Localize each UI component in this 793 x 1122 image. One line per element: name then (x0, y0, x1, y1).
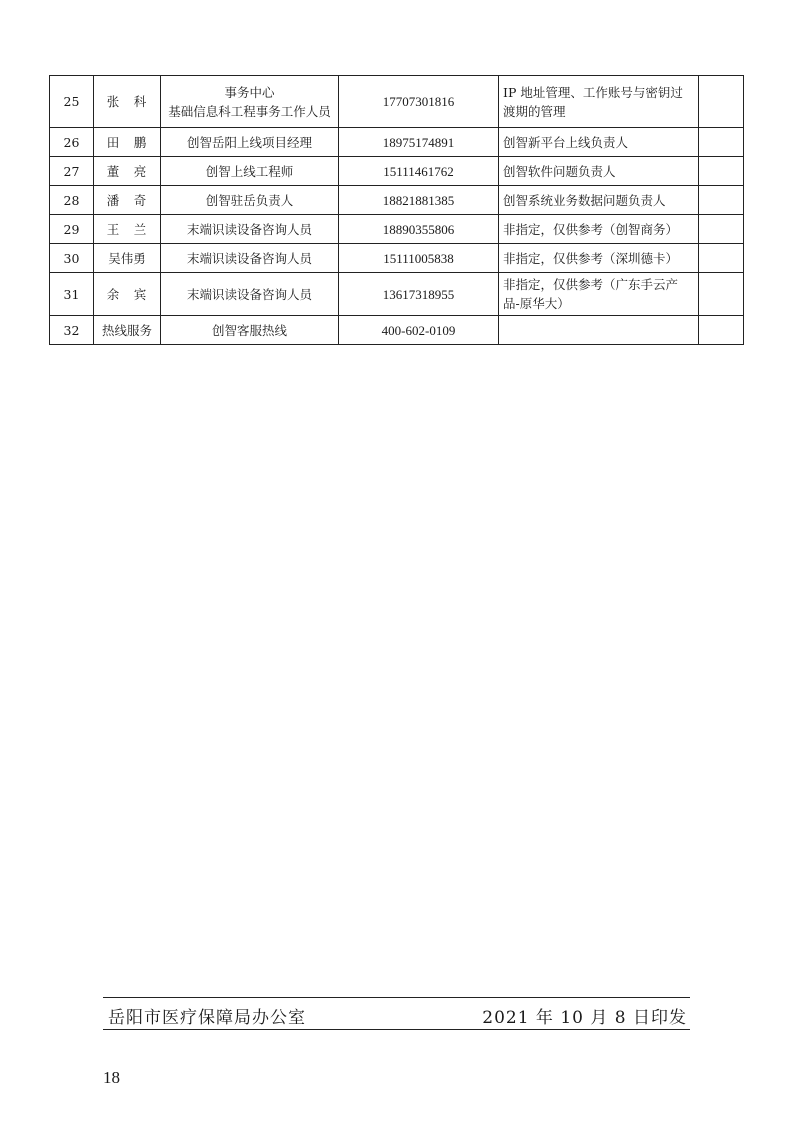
person-name: 余 宾 (94, 273, 161, 316)
person-role (161, 157, 339, 186)
phone-number: 18890355806 (339, 215, 499, 244)
person-role (161, 316, 339, 345)
role-line: 事务中心 (224, 84, 275, 100)
role-line: 创智上线工程师 (205, 163, 294, 179)
phone-number: 15111461762 (339, 157, 499, 186)
remarks-cell (699, 186, 744, 215)
role-line: 创智驻岳负责人 (205, 192, 294, 208)
footer-divider-top (103, 997, 690, 998)
remarks-cell (699, 157, 744, 186)
responsibility-note: 创智系统业务数据问题负责人 (499, 186, 699, 215)
row-number: 30 (50, 244, 94, 273)
remarks-cell (699, 215, 744, 244)
responsibility-note: 创智软件问题负责人 (499, 157, 699, 186)
person-name: 张 科 (94, 76, 161, 128)
role-line: 创智岳阳上线项目经理 (186, 134, 312, 150)
row-number: 32 (50, 316, 94, 345)
responsibility-note (499, 316, 699, 345)
person-role (161, 76, 339, 128)
role-line: 创智客服热线 (211, 322, 287, 338)
issuing-office: 岳阳市医疗保障局办公室 (108, 1008, 306, 1028)
person-name: 董 亮 (94, 157, 161, 186)
table-row (50, 273, 744, 316)
person-role (161, 128, 339, 157)
person-role (161, 215, 339, 244)
phone-number: 15111005838 (339, 244, 499, 273)
phone-number: 18975174891 (339, 128, 499, 157)
responsibility-note: 非指定，仅供参考（广东手云产品-原华大） (499, 273, 699, 316)
role-line: 末端识读设备咨询人员 (186, 221, 312, 237)
person-name: 吴伟勇 (94, 244, 161, 273)
table-row (50, 128, 744, 157)
row-number: 25 (50, 76, 94, 128)
remarks-cell (699, 76, 744, 128)
row-number: 27 (50, 157, 94, 186)
person-name: 潘 奇 (94, 186, 161, 215)
responsibility-note: 非指定，仅供参考（深圳德卡） (499, 244, 699, 273)
table-row (50, 215, 744, 244)
person-role (161, 273, 339, 316)
remarks-cell (699, 244, 744, 273)
issue-date: 2021 年 10 月 8 日印发 (482, 1008, 687, 1028)
responsibility-note: 非指定，仅供参考（创智商务） (499, 215, 699, 244)
row-number: 26 (50, 128, 94, 157)
remarks-cell (699, 128, 744, 157)
role-line: 基础信息科工程事务工作人员 (168, 103, 331, 119)
person-role (161, 244, 339, 273)
person-name: 热线服务 (94, 316, 161, 345)
person-name: 王 兰 (94, 215, 161, 244)
row-number: 29 (50, 215, 94, 244)
row-number: 28 (50, 186, 94, 215)
phone-number: 17707301816 (339, 76, 499, 128)
table-row (50, 157, 744, 186)
role-line: 末端识读设备咨询人员 (186, 286, 312, 302)
responsibility-note: 创智新平台上线负责人 (499, 128, 699, 157)
table-row (50, 244, 744, 273)
person-role (161, 186, 339, 215)
role-line: 末端识读设备咨询人员 (186, 250, 312, 266)
contact-table (49, 75, 744, 345)
table-row (50, 76, 744, 128)
phone-number: 400-602-0109 (339, 316, 499, 345)
remarks-cell (699, 273, 744, 316)
table-row (50, 186, 744, 215)
table-row (50, 316, 744, 345)
phone-number: 13617318955 (339, 273, 499, 316)
responsibility-note: IP 地址管理、工作账号与密钥过渡期的管理 (499, 76, 699, 128)
row-number: 31 (50, 273, 94, 316)
footer-divider-bottom (103, 1029, 690, 1030)
person-name: 田 鹏 (94, 128, 161, 157)
remarks-cell (699, 316, 744, 345)
page-number: 18 (103, 1068, 120, 1087)
phone-number: 18821881385 (339, 186, 499, 215)
